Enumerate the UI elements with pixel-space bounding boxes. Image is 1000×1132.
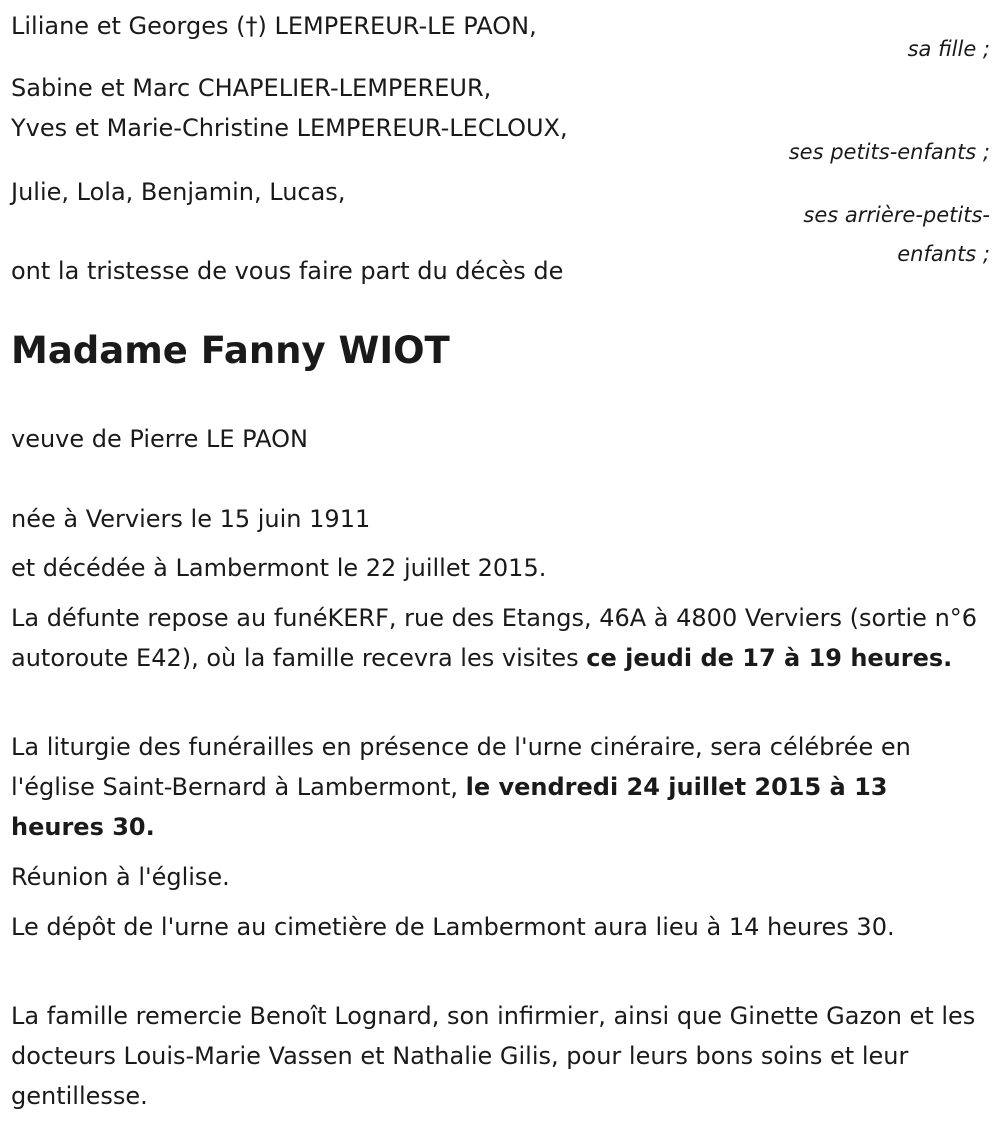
- meeting-paragraph: Réunion à l'église.: [11, 863, 230, 891]
- liturgy-paragraph: [11, 727, 986, 847]
- role-grandchildren: ses petits-enfants ;: [788, 140, 990, 164]
- family-line-parents: Liliane et Georges (†) LEMPEREUR-LE PAON,: [11, 12, 537, 40]
- thanks-paragraph: La famille remercie Benoît Lognard, son infirmier, ainsi que Ginette Gazon et les docteurs Louis-Marie Vassen et Nathalie Gilis, pour leurs bons soins et leur gentillesse.: [11, 1002, 976, 1110]
- liturgy-time: le vendredi 24 juillet 2015 à 13 heures 30.: [11, 773, 888, 841]
- death-line: et décédée à Lambermont le 22 juillet 2015.: [11, 554, 547, 582]
- family-line-great-grandchildren: Julie, Lola, Benjamin, Lucas,: [11, 178, 346, 206]
- role-great-grandchildren-1: ses arrière-petits-: [803, 203, 990, 227]
- visits-text: La défunte repose au funéKERF, rue des Etangs, 46A à 4800 Verviers (sortie n°6 autoroute E42), où la famille recevra les visites: [11, 604, 978, 672]
- visits-paragraph: [11, 598, 986, 678]
- liturgy-text: La liturgie des funérailles en présence de l'urne cinéraire, sera célébrée en l'église Saint-Bernard à Lambermont,: [11, 733, 911, 801]
- family-line-grandchildren-2: Yves et Marie-Christine LEMPEREUR-LECLOUX,: [11, 114, 568, 142]
- deceased-name: Madame Fanny WIOT: [11, 329, 450, 372]
- widow-line: veuve de Pierre LE PAON: [11, 425, 308, 453]
- family-line-grandchildren-1: Sabine et Marc CHAPELIER-LEMPEREUR,: [11, 74, 492, 102]
- role-daughter: sa fille ;: [907, 37, 990, 61]
- role-great-grandchildren-2: enfants ;: [897, 242, 990, 266]
- visits-time: ce jeudi de 17 à 19 heures.: [586, 644, 953, 672]
- announcement-line: ont la tristesse de vous faire part du décès de: [11, 257, 564, 285]
- birth-line: née à Verviers le 15 juin 1911: [11, 505, 371, 533]
- urn-paragraph: Le dépôt de l'urne au cimetière de Lambermont aura lieu à 14 heures 30.: [11, 913, 895, 941]
